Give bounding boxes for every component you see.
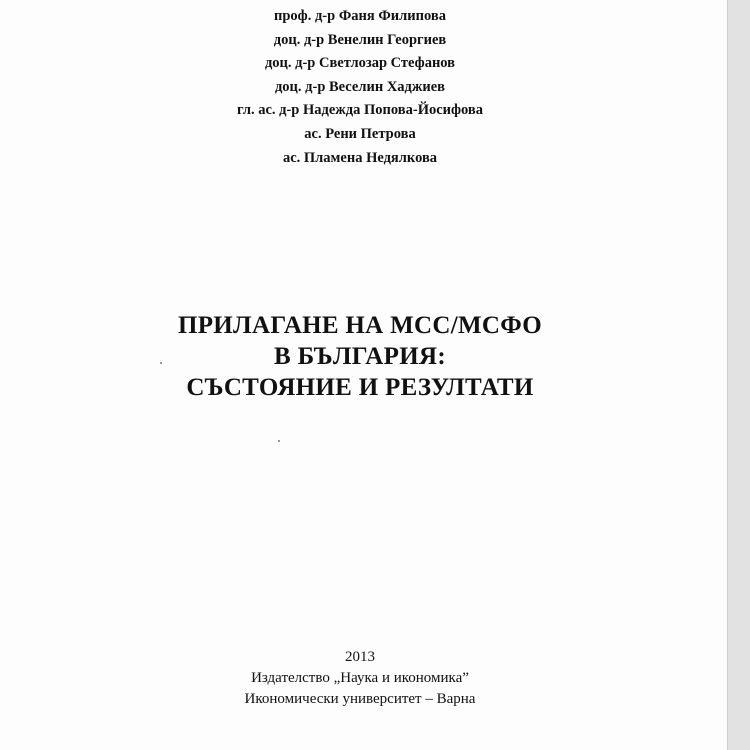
title-line-2: В БЪЛГАРИЯ: (274, 343, 446, 370)
author-5: гл. ас. д-р Надежда Попова-Йосифова (236, 102, 484, 119)
title-line-1: ПРИЛАГАНЕ НА МСС/МСФО (177, 312, 543, 339)
author-2: доц. д-р Венелин Георгиев (273, 31, 447, 48)
author-4: доц. д-р Веселин Хаджиев (274, 78, 446, 95)
authors-list (150, 5, 570, 170)
imprint-block (180, 647, 540, 710)
publication-year: 2013 (345, 649, 375, 665)
author-3: доц. д-р Светлозар Стефанов (264, 55, 456, 72)
page-edge-shadow (728, 0, 750, 750)
publisher-name: Издателство „Наука и икономика” (251, 670, 469, 686)
title-line-3: СЪСТОЯНИЕ И РЕЗУЛТАТИ (186, 374, 534, 401)
university-name: Икономически университет – Варна (244, 691, 476, 707)
author-6: ас. Рени Петрова (304, 125, 416, 142)
book-title (90, 310, 630, 403)
scan-speck (160, 362, 162, 364)
author-7: ас. Пламена Недялкова (282, 149, 438, 166)
scan-speck (278, 440, 280, 442)
author-1: проф. д-р Фаня Филипова (274, 8, 446, 24)
